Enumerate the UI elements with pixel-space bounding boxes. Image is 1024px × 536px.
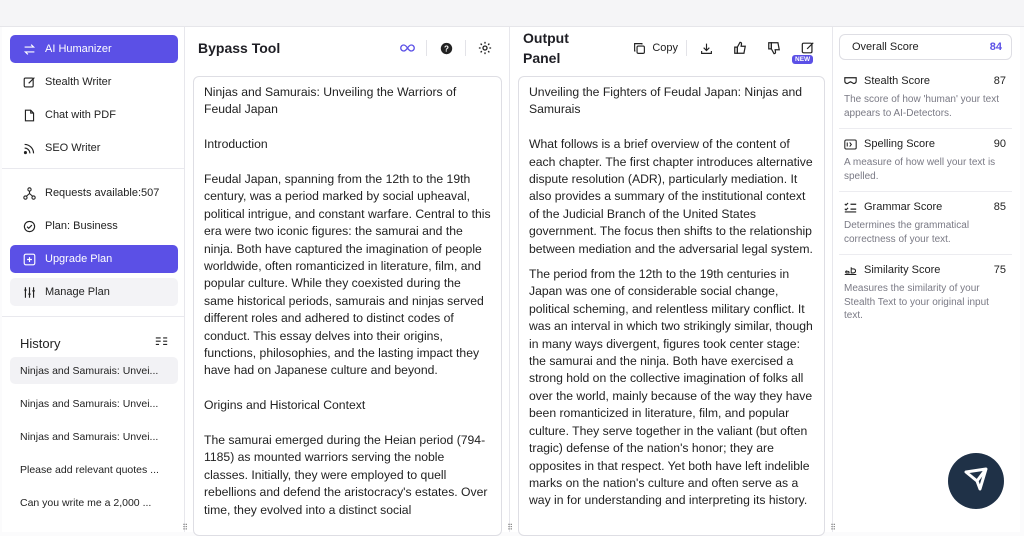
paragraph: Unveiling the Fighters of Feudal Japan: Ninjas and Samurais (529, 85, 803, 117)
paragraph: What follows is a brief overview of the content of each chapter. The first chapter introduces alternative dispute resolution (ADR), particularly mediation. It also provides a summary of the institutional context of the Judicial Branch of the United States government. The focus then shifts to the relationship between mediation and the adversarial legal system. (529, 137, 813, 256)
edit-icon (22, 75, 36, 89)
chat-launcher-button[interactable] (948, 453, 1004, 509)
divider (426, 40, 427, 56)
requests-available (10, 179, 178, 207)
requests-label: Requests available:507 (45, 187, 160, 199)
sliders-icon (22, 285, 36, 299)
score-description: Measures the similarity of your Stealth Text to your original input text. (844, 283, 989, 321)
check-circle-icon (22, 219, 36, 233)
grammar-score-card (839, 194, 1012, 255)
scores-panel (833, 27, 1020, 532)
output-panel (510, 27, 836, 532)
upgrade-icon (22, 252, 36, 266)
stealth-score-card (839, 68, 1012, 129)
score-value: 87 (993, 75, 1006, 87)
history-header (10, 329, 178, 357)
divider (686, 40, 687, 56)
output-header (510, 27, 832, 69)
upgrade-label: Upgrade Plan (45, 253, 113, 265)
score-label: Grammar Score (864, 201, 943, 213)
spellcheck-icon (844, 138, 857, 150)
infinity-icon[interactable] (396, 37, 418, 59)
manage-label: Manage Plan (45, 286, 110, 298)
mask-icon (844, 75, 857, 87)
swap-arrows-icon (22, 42, 36, 56)
score-description: A measure of how well your text is spelled. (844, 157, 996, 182)
document-icon (22, 108, 36, 122)
paragraph: The period from the 12th to the 19th centuries in Japan was one of considerable social change, political scheming, and relentless military conflict. It was an interval in which two strikingly similar, though in many ways divergent, figures took center stage: the samurai and the ninja. Both have exercised a strong hold on the collective imagination of folks all over the world, mainly because of the way they have been romanticized in literature, film, and popular culture. They serve together in the valiant (but often tragic) defense of the nation's honor; they are opposites in that respect. Yet both have left indelible marks on the nation's culture and often serve as a way in for understanding and interpreting its history. (529, 267, 813, 508)
paragraph: The samurai emerged during the Heian period (794-1185) as mounted warriors serving the noble classes. Initially, they were employed to quell rebellions and defend the aristocracy's estates. Over time, they evolved into a distinct social (204, 433, 488, 517)
send-paper-plane-icon (961, 464, 991, 499)
ab-compare-icon (844, 264, 857, 276)
checklist-icon (844, 201, 857, 213)
download-icon[interactable] (695, 37, 717, 59)
score-value: 90 (993, 138, 1006, 150)
score-label: Spelling Score (864, 138, 935, 150)
browser-top-strip (0, 0, 1024, 27)
spelling-score-card (839, 131, 1012, 192)
bypass-tool-title: Bypass Tool (198, 40, 281, 56)
score-description: Determines the grammatical correctness of your text. (844, 220, 970, 245)
sidebar-item-label: Stealth Writer (45, 76, 112, 88)
plan-label: Plan: Business (45, 220, 118, 232)
plan-status (10, 212, 178, 240)
history-item[interactable]: Please add relevant quotes ... (20, 463, 159, 476)
sidebar-item-label: SEO Writer (45, 142, 101, 154)
thumbs-down-icon[interactable] (763, 37, 785, 59)
copy-label: Copy (652, 42, 678, 54)
new-badge: NEW (792, 55, 813, 64)
resize-handle[interactable]: ⠿ (182, 523, 188, 532)
overall-score-value: 84 (989, 41, 1002, 53)
bypass-tool-panel (185, 27, 513, 532)
copy-button[interactable] (633, 37, 678, 59)
sidebar-item-label: AI Humanizer (45, 43, 112, 55)
bypass-tool-header (185, 27, 509, 69)
history-title: History (20, 335, 61, 351)
copy-icon (633, 42, 646, 55)
output-title: Output Panel (523, 30, 569, 66)
divider (465, 40, 466, 56)
score-value: 75 (993, 264, 1006, 276)
paragraph: Origins and Historical Context (204, 398, 366, 413)
list-filter-icon[interactable] (155, 336, 168, 351)
svg-text:?: ? (443, 43, 449, 53)
settings-gear-icon[interactable] (474, 37, 496, 59)
resize-handle[interactable]: ⠿ (507, 523, 513, 532)
score-label: Similarity Score (864, 264, 941, 276)
score-label: Stealth Score (864, 75, 931, 87)
resize-handle[interactable]: ⠿ (830, 523, 836, 532)
manage-plan-button[interactable] (10, 278, 178, 306)
score-value: 85 (993, 201, 1006, 213)
sidebar-item-label: Chat with PDF (45, 109, 116, 121)
sidebar-item-seo-writer[interactable] (10, 134, 178, 162)
upgrade-plan-button[interactable] (10, 245, 178, 273)
history-item[interactable]: Ninjas and Samurais: Unvei... (20, 430, 159, 443)
bypass-input-textarea[interactable] (193, 76, 502, 536)
divider (2, 316, 184, 317)
similarity-score-card (839, 257, 1012, 331)
thumbs-up-icon[interactable] (729, 37, 751, 59)
rss-icon (22, 141, 36, 155)
overall-score-label: Overall Score (852, 41, 919, 53)
nodes-icon (22, 186, 36, 200)
sidebar-item-ai-humanizer[interactable] (10, 35, 178, 63)
sidebar-item-stealth-writer[interactable] (10, 68, 178, 96)
score-description: The score of how 'human' your text appears to AI-Detectors. (844, 94, 1000, 119)
paragraph: Ninjas and Samurais: Unveiling the Warriors of Feudal Japan (204, 85, 457, 117)
output-text-area[interactable] (518, 76, 825, 536)
history-item[interactable]: Can you write me a 2,000 ... (20, 496, 152, 509)
paragraph: Feudal Japan, spanning from the 12th to the 19th century, was a period marked by social upheaval, political intrigue, and constant warfare. Central to this era were two iconic figures: the samurai and the ninja. Both have captured the imagination of people worldwide, often romanticized in literature, film, and popular culture. While they coexisted during the same historical periods, samurais and ninjas served different roles and adhered to distinct codes of conduct. This essay delves into their origins, functions, philosophies, and the lasting impact they have had on Japanese culture and beyond. (204, 172, 491, 378)
paragraph: Introduction (204, 137, 268, 152)
sidebar (2, 27, 188, 532)
history-item[interactable]: Ninjas and Samurais: Unvei... (20, 397, 159, 410)
help-icon[interactable] (435, 37, 457, 59)
divider (2, 168, 184, 169)
overall-score (839, 34, 1012, 60)
history-item[interactable]: Ninjas and Samurais: Unvei... (10, 357, 178, 384)
app-window (2, 27, 1020, 532)
sidebar-item-chat-with-pdf[interactable] (10, 101, 178, 129)
